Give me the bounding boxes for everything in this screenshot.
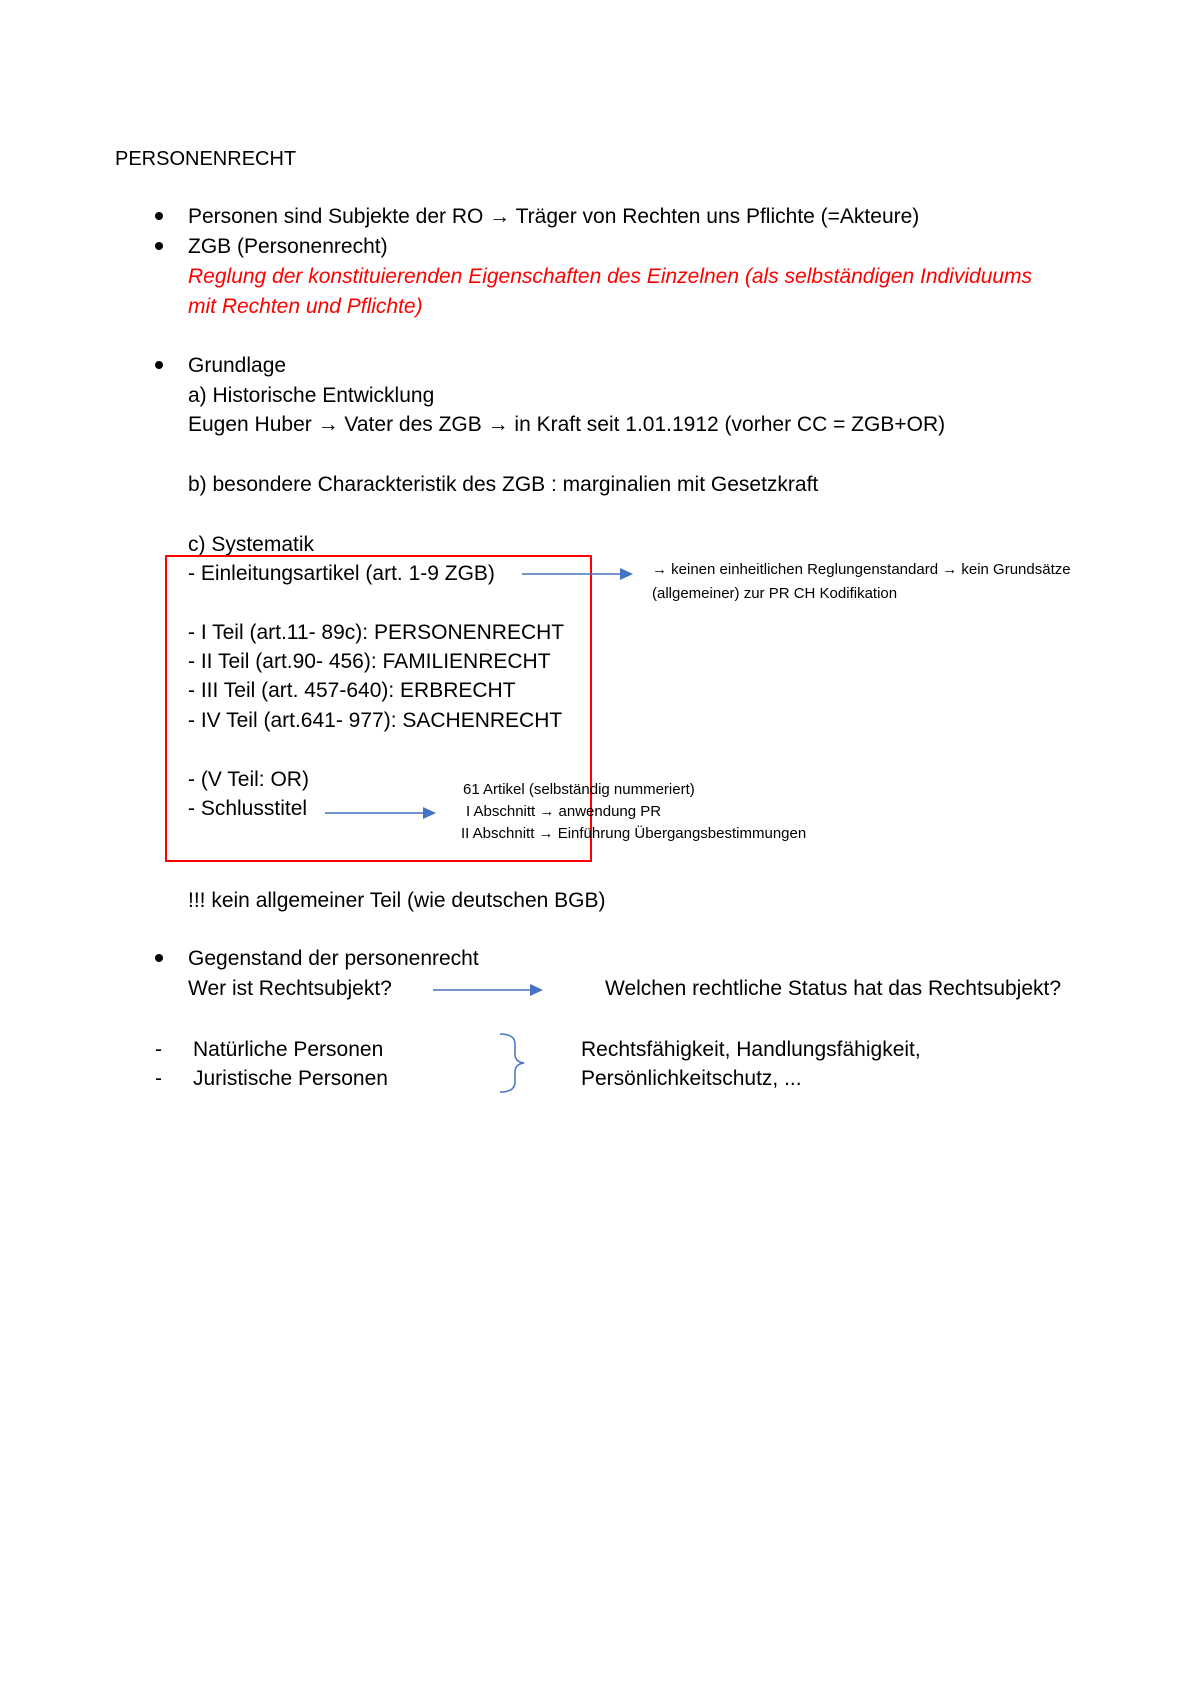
dash-marker: -	[155, 1038, 162, 1061]
arrow-rechtsubjekt	[433, 984, 543, 996]
bullet-zgb: ZGB (Personenrecht)	[188, 235, 388, 258]
curly-brace	[500, 1034, 524, 1092]
charackteristik-line: b) besondere Charackteristik des ZGB : marginalien mit Gesetzkraft	[188, 473, 819, 496]
systematik-heading: c) Systematik	[188, 533, 315, 556]
gegenstand-title: Gegenstand der personenrecht	[188, 947, 479, 970]
eugen-huber-line: Eugen Huber → Vater des ZGB → in Kraft seit 1.01.1912 (vorher CC = ZGB+OR)	[188, 413, 946, 436]
historische-entwicklung: a) Historische Entwicklung	[188, 384, 435, 407]
teil-1: - I Teil (art.11- 89c): PERSONENRECHT	[188, 621, 565, 644]
schlusstitel: - Schlusstitel	[188, 797, 308, 820]
status-line-1: Rechtsfähigkeit, Handlungsfähigkeit,	[581, 1038, 921, 1061]
schluss-note-2: I Abschnitt → anwendung PR	[466, 803, 662, 820]
einleitung-note-1: → keinen einheitlichen Reglungenstandard → kein Grundsätze	[652, 561, 1071, 578]
page-title: PERSONENRECHT	[115, 148, 297, 170]
zgb-definition-line-1: Reglung der konstituierenden Eigenschaften des Einzelnen (als selbständigen Individuums	[188, 265, 1033, 288]
schluss-note-3: II Abschnitt → Einführung Übergangsbestimmungen	[461, 825, 807, 842]
teil-4: - IV Teil (art.641- 977): SACHENRECHT	[188, 709, 563, 732]
bullet-dot	[155, 212, 163, 220]
juristische-personen: Juristische Personen	[193, 1067, 388, 1090]
teil-2: - II Teil (art.90- 456): FAMILIENRECHT	[188, 650, 551, 673]
einleitung-note-2: (allgemeiner) zur PR CH Kodifikation	[652, 585, 898, 602]
bullet-dot	[155, 954, 163, 962]
bullet-grundlage: Grundlage	[188, 354, 287, 377]
schluss-note-1: 61 Artikel (selbständig nummeriert)	[463, 781, 695, 798]
natuerliche-personen: Natürliche Personen	[193, 1038, 384, 1061]
teil-3: - III Teil (art. 457-640): ERBRECHT	[188, 679, 516, 702]
bullet-subjekte: Personen sind Subjekte der RO → Träger von Rechten uns Pflichte (=Akteure)	[188, 205, 920, 228]
zgb-definition-line-2: mit Rechten und Pflichte)	[188, 295, 423, 318]
status-line-2: Persönlichkeitschutz, ...	[581, 1067, 802, 1090]
question-status: Welchen rechtliche Status hat das Rechtsubjekt?	[605, 977, 1062, 1000]
bullet-dot	[155, 242, 163, 250]
question-rechtsubjekt: Wer ist Rechtsubjekt?	[188, 977, 392, 1000]
kein-allgemeiner-teil: !!! kein allgemeiner Teil (wie deutschen BGB)	[188, 889, 606, 912]
einleitungsartikel: - Einleitungsartikel (art. 1-9 ZGB)	[188, 562, 495, 585]
bullet-dot	[155, 361, 163, 369]
teil-5: - (V Teil: OR)	[188, 768, 309, 791]
dash-marker: -	[155, 1067, 162, 1090]
